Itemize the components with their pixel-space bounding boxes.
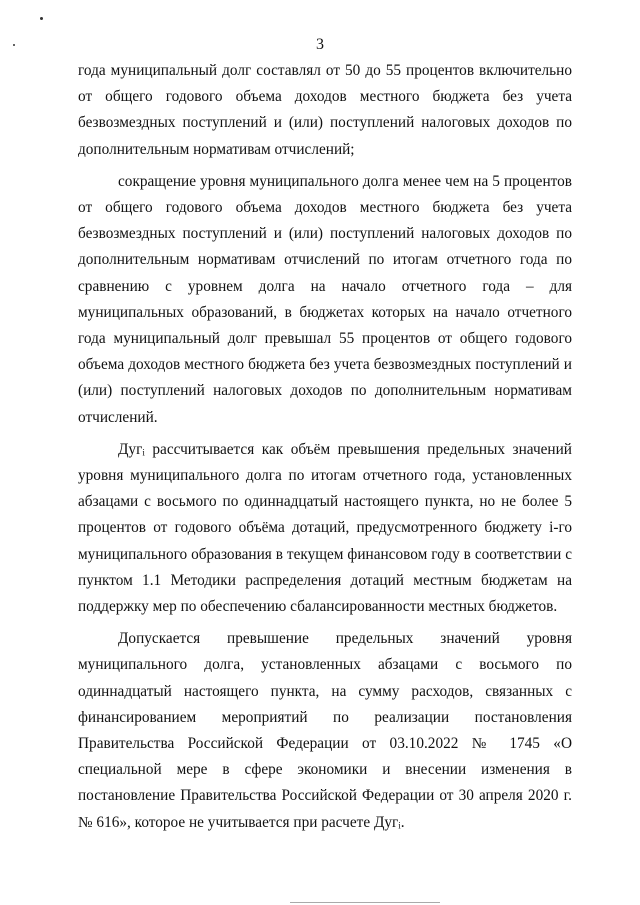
- paragraph: года муниципальный долг составлял от 50 до 55 процентов включительно от общего годового объема доходов местного бюджета без учета безвозмездных поступлений и (или) поступлений налоговых доходов по дополнительным нормативам отчислений;: [78, 62, 572, 158]
- paragraph: Допускается превышение предельных значений уровня муниципального долга, установленных абзацами с восьмого по одиннадцатый настоящего пункта, на сумму расходов, связанных с финансированием мероприятий по реализации постановления Правительства Российской Федерации от 03.10.2022 № 1745 «О специальной мере в сфере экономики и внесении изменения в постановление Правительства Российской Федерации от 30 апреля 2020 г. № 616», которое не учитывается при расчете Дугᵢ.: [78, 630, 572, 831]
- scan-edge-line: [290, 902, 440, 903]
- scan-dot-mark: [40, 17, 43, 20]
- document-body: [78, 58, 572, 836]
- page-number: 3: [316, 36, 324, 53]
- paragraph: Дугᵢ рассчитывается как объём превышения предельных значений уровня муниципального долга по итогам отчетного года, установленных абзацами с восьмого по одиннадцатый настоящего пункта, но не более 5 процентов от годового объёма дотаций, предусмотренного бюджету i-го муниципального образования в текущем финансовом году в соответствии с пунктом 1.1 Методики распределения дотаций местным бюджетам на поддержку мер по обеспечению сбалансированности местных бюджетов.: [78, 440, 572, 616]
- paragraph: сокращение уровня муниципального долга менее чем на 5 процентов от общего годового объема доходов местного бюджета без учета безвозмездных поступлений и (или) поступлений налоговых доходов по дополнительным нормативам отчислений по итогам отчетного года по сравнению с уровнем долга на начало отчетного года – для муниципальных образований, в бюджетах которых на начало отчетного года муниципальный долг превышал 55 процентов от общего годового объема доходов местного бюджета без учета безвозмездных поступлений и (или) поступлений налоговых доходов по дополнительным нормативам отчислений.: [78, 172, 572, 426]
